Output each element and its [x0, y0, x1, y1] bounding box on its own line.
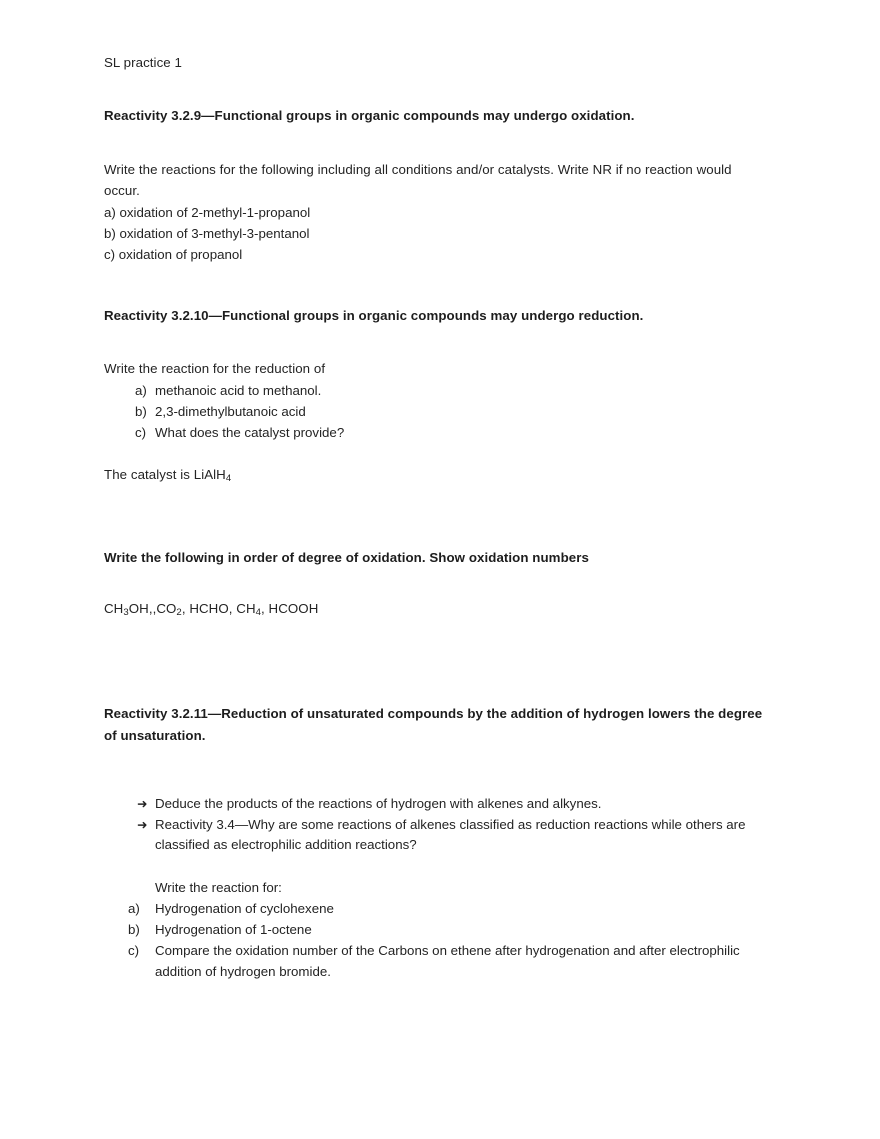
spacer [104, 326, 768, 358]
list-item-text: Hydrogenation of 1-octene [155, 921, 312, 937]
section-2-list [104, 380, 768, 443]
list-item [104, 794, 768, 815]
arrow-bullet-icon: ➜ [137, 797, 148, 811]
section-heading-3-2-11: Reactivity 3.2.11—Reduction of unsaturated compounds by the addition of hydrogen lowers the degree of unsaturation. [104, 706, 763, 743]
list-marker: b) [135, 403, 147, 419]
list-item [104, 380, 768, 401]
section-heading-3-2-9: Reactivity 3.2.9—Functional groups in organic compounds may undergo oxidation. [104, 108, 635, 123]
formula-segment: OH,,CO [128, 601, 177, 616]
list-marker: c) [128, 942, 140, 958]
formula-subscript: 3 [123, 607, 129, 619]
formula-subscript: 2 [176, 607, 182, 619]
section-4-list [104, 898, 768, 982]
list-marker: a) [128, 900, 140, 916]
formula-segment: , HCOOH [261, 601, 319, 616]
section-1-instruction: Write the reactions for the following including all conditions and/or catalysts. Write NR if no reaction would occur. [104, 161, 732, 198]
spacer [104, 856, 768, 877]
list-item-text: methanoic acid to methanol. [155, 382, 322, 398]
section-4-sub-instruction: Write the reaction for: [155, 879, 282, 895]
spacer [104, 619, 768, 703]
list-marker: b) [128, 921, 140, 937]
catalyst-note-text: The catalyst is LiAlH [104, 466, 226, 482]
formula-list [104, 598, 768, 619]
list-item-text: Reactivity 3.4—Why are some reactions of alkenes classified as reduction reactions while others are classified as electrophilic addition reactions? [155, 816, 746, 852]
spacer [104, 746, 768, 794]
spacer [104, 127, 768, 159]
spacer [104, 73, 768, 105]
spacer [104, 265, 768, 305]
list-item-text: 2,3-dimethylbutanoic acid [155, 403, 306, 419]
list-item: a) oxidation of 2-methyl-1-propanol [104, 204, 311, 220]
list-item: c) oxidation of propanol [104, 246, 243, 262]
list-item-text: Compare the oxidation number of the Carbons on ethene after hydrogenation and after electrophilic addition of hydrogen bromide. [155, 942, 740, 979]
formula-segment: , HCHO, CH [181, 601, 256, 616]
section-heading-3-2-10: Reactivity 3.2.10—Functional groups in organic compounds may undergo reduction. [104, 307, 644, 323]
list-item [104, 898, 768, 919]
list-item-text: Hydrogenation of cyclohexene [155, 900, 334, 916]
list-item [104, 422, 768, 443]
list-item [104, 940, 768, 982]
list-item [104, 815, 768, 856]
page-title: SL practice 1 [104, 55, 182, 70]
document-body [104, 52, 768, 982]
list-item [104, 919, 768, 940]
spacer [104, 485, 768, 547]
list-item [104, 401, 768, 422]
catalyst-note-subscript: 4 [225, 472, 232, 484]
section-4-bullets [104, 794, 768, 856]
list-item-text: Deduce the products of the reactions of hydrogen with alkenes and alkynes. [155, 796, 602, 811]
section-heading-oxidation-order: Write the following in order of degree of oxidation. Show oxidation numbers [104, 549, 589, 565]
formula-subscript: 4 [255, 607, 262, 619]
section-2-instruction: Write the reaction for the reduction of [104, 361, 326, 376]
formula-segment: CH [104, 601, 124, 616]
list-marker: a) [135, 382, 147, 398]
list-item: b) oxidation of 3-methyl-3-pentanol [104, 225, 310, 241]
spacer [104, 568, 768, 598]
arrow-bullet-icon: ➜ [137, 817, 148, 832]
list-marker: c) [135, 424, 147, 440]
catalyst-note [104, 464, 768, 485]
list-item-text: What does the catalyst provide? [155, 424, 345, 440]
spacer [104, 443, 768, 464]
